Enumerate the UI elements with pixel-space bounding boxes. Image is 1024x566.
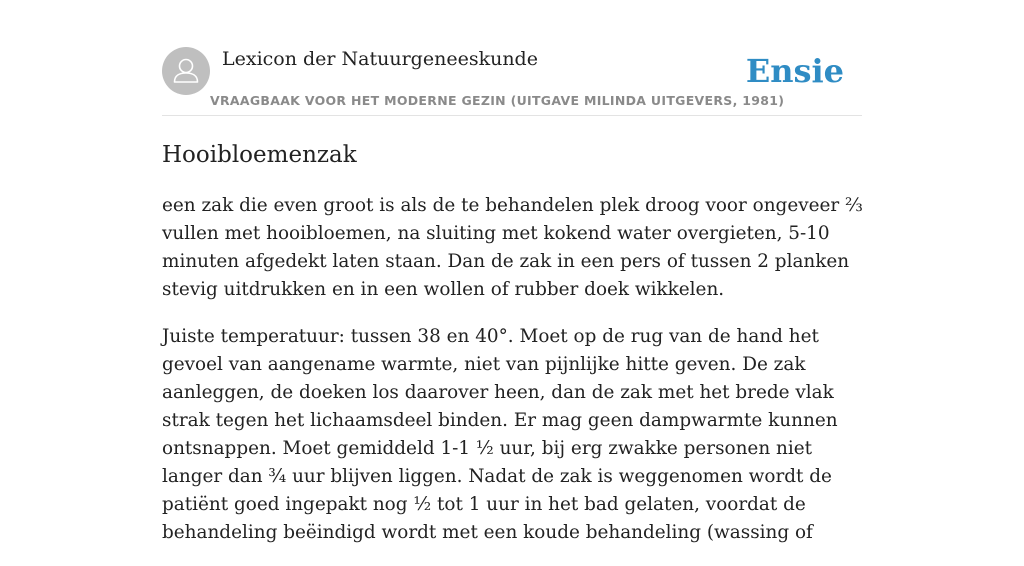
source-header bbox=[162, 47, 862, 116]
entry-paragraph: een zak die even groot is als de te behandelen plek droog voor ongeveer ⅔ vullen met hooibloemen, na sluiting met kokend water overgieten, 5-10 minuten afgedekt laten staan. Dan de zak in een pers of tussen 2 planken stevig uitdrukken en in een wollen of rubber doek wikkelen. bbox=[162, 195, 863, 300]
brand-logo[interactable]: Ensie bbox=[745, 52, 844, 90]
avatar[interactable] bbox=[162, 47, 210, 95]
source-title[interactable]: Lexicon der Natuurgeneeskunde bbox=[222, 48, 538, 70]
user-placeholder-icon bbox=[162, 47, 210, 95]
entry-body bbox=[162, 192, 867, 566]
source-subtitle: VRAAGBAAK VOOR HET MODERNE GEZIN (UITGAVE MILINDA UITGEVERS, 1981) bbox=[210, 93, 785, 108]
entry-paragraph: Juiste temperatuur: tussen 38 en 40°. Moet op de rug van de hand het gevoel van aangename warmte, niet van pijnlijke hitte geven. De zak aanleggen, de doeken los daarover heen, dan de zak met het brede vlak strak tegen het lichaamsdeel binden. Er mag geen dampwarmte kunnen ontsnappen. Moet gemiddeld 1-1 ½ uur, bij erg zwakke personen niet langer dan ¾ uur blijven liggen. Nadat de zak is weggenomen wordt de patiënt goed ingepakt nog ½ tot 1 uur in het bad gelaten, voordat de behandeling beëindigd wordt met een koude behandeling (wassing of bbox=[162, 326, 838, 543]
entry-title: Hooibloemenzak bbox=[162, 142, 357, 168]
